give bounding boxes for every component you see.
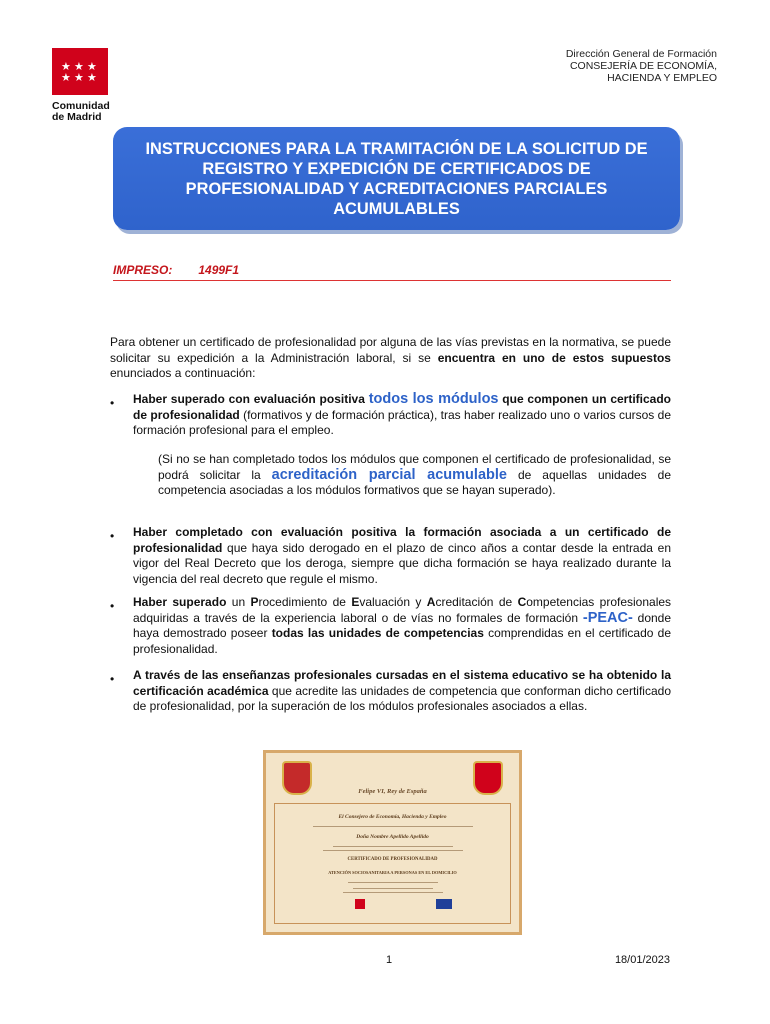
list-item: A través de las enseñanzas profesionales cursadas en el sistema educativo se ha obtenido la certificación académica que acredite las unidades de competencia que conforman dicho certificado de profesionalidad, por la superación de los módulos profesionales asociados a ellas.: [133, 668, 671, 714]
certificate-holder-name: Doña Nombre Apellido Apellido: [356, 834, 429, 840]
certificate-king-line: Felipe VI, Rey de España: [358, 788, 427, 795]
text-line: [313, 826, 473, 827]
certificate-counselor: El Consejero de Economía, Hacienda y Empleo: [338, 814, 447, 820]
certificate-specialty: ATENCIÓN SOCIOSANITARIA A PERSONAS EN EL DOMICILIO: [328, 870, 457, 875]
text-line: [333, 846, 453, 847]
comunidad-madrid-logo: [52, 48, 110, 123]
text-line: [323, 850, 463, 851]
certificate-type: CERTIFICADO DE PROFESIONALIDAD: [347, 857, 438, 862]
bullet-icon: •: [110, 396, 115, 410]
form-code: 1499F1: [198, 263, 240, 277]
certificate-sample-image: [263, 750, 522, 935]
document-date: 18/01/2023: [614, 954, 670, 966]
list-item: Haber completado con evaluación positiva la formación asociada a un certificado de profesionalidad que haya sido derogado en el plazo de cinco años a contar desde la entrada en vigor del Real Decreto que los deroga, siempre que dicha formación se haya realizado durante la vigencia del real decreto que regule el mismo.: [133, 525, 671, 586]
partial-accreditation-note: (Si no se han completado todos los módulos que componen el certificado de profesionalidad, se podrá solicitar la acreditación parcial acumulable de aquellas unidades de competencia asociadas a los módulos formativos que se hayan superado).: [158, 452, 671, 498]
list-item: Haber superado un Procedimiento de Evaluación y Acreditación de Competencias profesionales adquiridas a través de la experiencia laboral o de vías no formales de formación -PEAC- donde haya demostrado poseer todas las unidades de competencias comprendidas en el certificado de profesionalidad.: [133, 595, 672, 656]
dept-line-2: CONSEJERÍA DE ECONOMÍA,: [569, 60, 717, 72]
dept-line-3: HACIENDA Y EMPLEO: [607, 72, 717, 84]
form-label: IMPRESO:: [113, 263, 173, 277]
dept-line-1: Dirección General de Formación: [565, 48, 717, 60]
page-number: 1: [386, 954, 393, 966]
intro-paragraph: Para obtener un certificado de profesionalidad por alguna de las vías previstas en la normativa, se puede solicitar su expedición a la Administración laboral, si se encuentra en uno de estos supuestos enunciados a continuación:: [110, 335, 671, 381]
bullet-icon: •: [110, 672, 115, 686]
list-item: Haber superado con evaluación positiva todos los módulos que componen un certificado de profesionalidad (formativos y de formación práctica), tras haber realizado uno o varios cursos de formación profesional para el empleo.: [133, 391, 672, 438]
text-line: [353, 888, 433, 889]
eu-flag-icon: [436, 899, 452, 909]
logo-text: Comunidad de Madrid: [52, 100, 110, 123]
form-code-line: [113, 263, 671, 281]
text-line: [343, 892, 443, 893]
madrid-flag-icon: ★ ★ ★ ★ ★ ★: [52, 48, 108, 95]
bullet-icon: •: [110, 529, 115, 543]
bullet-icon: •: [110, 599, 115, 613]
document-title: INSTRUCCIONES PARA LA TRAMITACIÓN DE LA SOLICITUD DE REGISTRO Y EXPEDICIÓN DE CERTIFICADOS DE PROFESIONALIDAD Y ACREDITACIONES PARCIALES ACUMULABLES: [113, 127, 680, 230]
madrid-seal-icon: [355, 899, 365, 909]
text-line: [348, 882, 438, 883]
certificate-frame: [274, 803, 511, 924]
department-header: [566, 48, 717, 84]
